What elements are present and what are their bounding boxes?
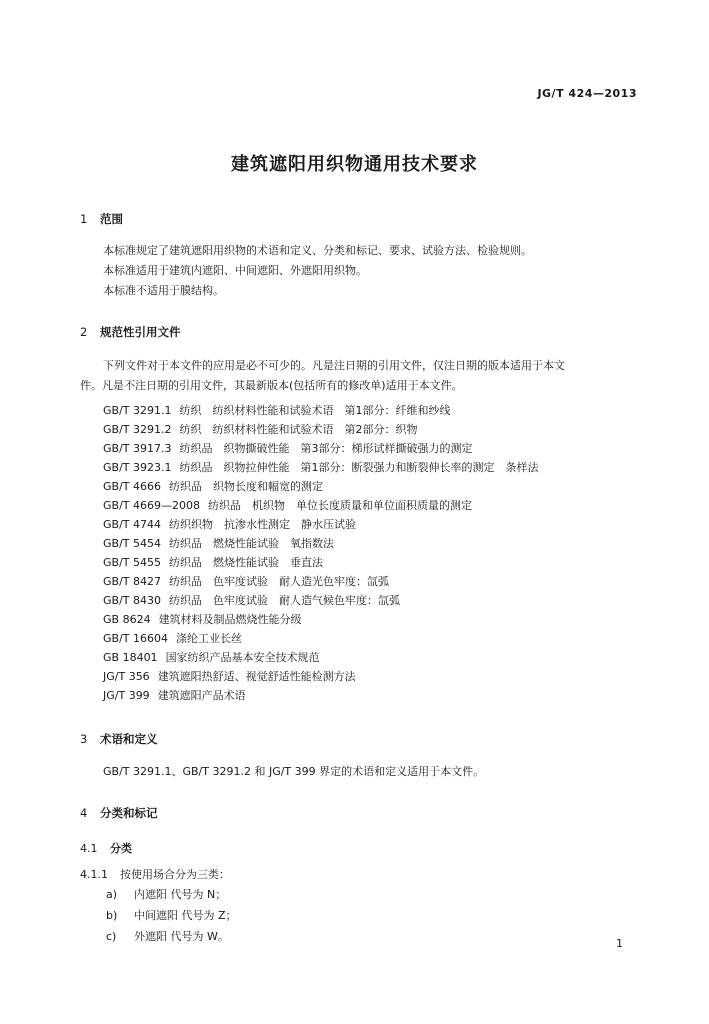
reference-title: 涤纶工业长丝: [176, 632, 242, 645]
reference-item: [103, 649, 320, 665]
clause-number: 4.1.1: [80, 868, 108, 881]
subsection-number: 4.1: [80, 842, 98, 855]
reference-code: GB/T 5454: [103, 537, 161, 550]
reference-item: [103, 611, 302, 627]
reference-item: [103, 440, 472, 456]
reference-title: 纺织 纺织材料性能和试验术语 第1部分：纤维和纱线: [179, 404, 451, 417]
paragraph: 本标准规定了建筑遮阳用织物的术语和定义、分类和标记、要求、试验方法、检验规则。: [103, 244, 532, 257]
paragraph: 件。凡是不注日期的引用文件，其最新版本(包括所有的修改单)适用于本文件。: [80, 379, 463, 392]
page-number: 1: [616, 937, 623, 950]
reference-item: [103, 554, 323, 570]
reference-code: GB/T 8430: [103, 594, 161, 607]
reference-title: 纺织品 燃烧性能试验 垂直法: [169, 556, 323, 569]
section-2-heading: [80, 324, 181, 340]
reference-code: JG/T 356: [103, 670, 150, 683]
section-title: 术语和定义: [100, 732, 158, 746]
reference-title: 建筑遮阳产品术语: [157, 689, 246, 702]
reference-title: 纺织品 机织物 单位长度质量和单位面积质量的测定: [207, 499, 472, 512]
reference-item: [103, 459, 538, 475]
section-number: 3: [80, 732, 88, 746]
section-1-heading: [80, 211, 123, 227]
subsection-title: 分类: [110, 842, 132, 855]
section-title: 规范性引用文件: [100, 325, 181, 339]
section-number: 1: [80, 212, 88, 226]
reference-item: [103, 592, 400, 608]
section-title: 范围: [100, 212, 123, 226]
reference-code: GB/T 3923.1: [103, 461, 172, 474]
reference-title: 纺织 纺织材料性能和试验术语 第2部分：织物: [179, 423, 418, 436]
reference-code: GB/T 3291.1: [103, 404, 172, 417]
reference-item: [103, 573, 389, 589]
list-item-text: 内遮阳 代号为 N；: [134, 888, 227, 901]
reference-title: 纺织品 织物拉伸性能 第1部分：断裂强力和断裂伸长率的测定 条样法: [179, 461, 539, 474]
paragraph: 本标准适用于建筑内遮阳、中间遮阳、外遮阳用织物。: [103, 264, 367, 277]
reference-code: GB 8624: [103, 613, 151, 626]
reference-title: 建筑遮阳热舒适、视觉舒适性能检测方法: [157, 670, 356, 683]
reference-title: 纺织品 色牢度试验 耐人造气候色牢度：氙弧: [169, 594, 400, 607]
list-item-label: b): [106, 909, 118, 922]
reference-code: GB/T 3917.3: [103, 442, 172, 455]
reference-item: [103, 402, 450, 418]
section-number: 2: [80, 325, 88, 339]
subsection-4-1-heading: [80, 840, 132, 856]
list-item: [106, 886, 226, 902]
reference-title: 建筑材料及制品燃烧性能分级: [158, 613, 302, 626]
reference-title: 国家纺织产品基本安全技术规范: [165, 651, 320, 664]
reference-code: GB/T 16604: [103, 632, 168, 645]
list-item-text: 外遮阳 代号为 W。: [134, 930, 229, 943]
document-title: 建筑遮阳用织物通用技术要求: [231, 154, 478, 175]
reference-item: [103, 497, 472, 513]
list-item-text: 中间遮阳 代号为 Z；: [134, 909, 237, 922]
list-item-label: a): [106, 888, 118, 901]
reference-item: [103, 630, 242, 646]
paragraph: 本标准不适用于膜结构。: [103, 284, 224, 297]
list-item: [106, 907, 237, 923]
list-item: [106, 928, 229, 944]
paragraph: GB/T 3291.1、GB/T 3291.2 和 JG/T 399 界定的术语和定义适用于本文件。: [103, 765, 485, 778]
reference-title: 纺织品 织物长度和幅宽的测定: [169, 480, 323, 493]
reference-title: 纺织品 燃烧性能试验 氧指数法: [169, 537, 334, 550]
reference-title: 纺织织物 抗渗水性测定 静水压试验: [169, 518, 356, 531]
reference-code: GB/T 5455: [103, 556, 161, 569]
reference-item: [103, 421, 417, 437]
reference-code: GB/T 3291.2: [103, 423, 172, 436]
section-3-heading: [80, 731, 158, 747]
reference-code: GB/T 4666: [103, 480, 161, 493]
reference-title: 纺织品 织物撕破性能 第3部分：梯形试样撕破强力的测定: [179, 442, 473, 455]
standard-number: JG/T 424—2013: [537, 87, 637, 100]
reference-code: GB 18401: [103, 651, 158, 664]
reference-title: 纺织品 色牢度试验 耐人造光色牢度：氙弧: [169, 575, 389, 588]
reference-code: GB/T 8427: [103, 575, 161, 588]
clause-text: 按使用场合分为三类：: [120, 868, 230, 881]
reference-item: [103, 668, 356, 684]
reference-code: GB/T 4744: [103, 518, 161, 531]
list-item-label: c): [106, 930, 117, 943]
reference-code: GB/T 4669—2008: [103, 499, 200, 512]
reference-item: [103, 535, 334, 551]
section-number: 4: [80, 806, 88, 820]
section-title: 分类和标记: [100, 806, 158, 820]
reference-item: [103, 516, 356, 532]
section-4-heading: [80, 805, 158, 821]
reference-item: [103, 478, 323, 494]
clause-4-1-1: [80, 866, 230, 882]
reference-item: [103, 687, 246, 703]
paragraph: 下列文件对于本文件的应用是必不可少的。凡是注日期的引用文件，仅注日期的版本适用于本文: [103, 359, 565, 372]
reference-code: JG/T 399: [103, 689, 150, 702]
